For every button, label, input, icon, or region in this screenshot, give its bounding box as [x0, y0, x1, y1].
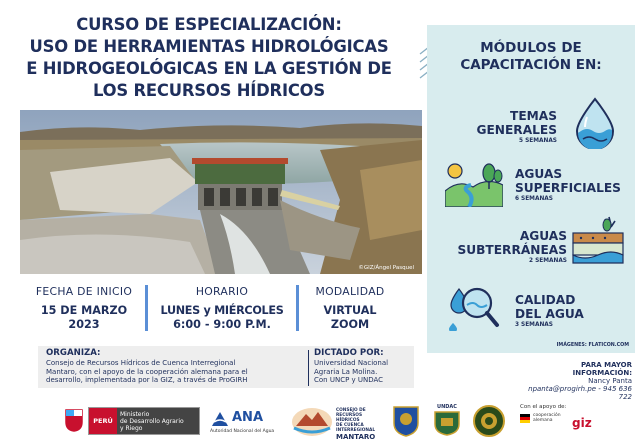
module-quality-weeks: 3 SEMANAS — [515, 322, 553, 328]
consejo-line-5: MANTARO — [336, 433, 376, 441]
river-landscape-icon — [445, 161, 503, 207]
organizer-label: ORGANIZA: — [46, 348, 101, 358]
module-general-name-1: TEMAS — [510, 109, 557, 123]
module-groundwater-weeks: 2 SEMANAS — [529, 258, 567, 264]
title-line-2: USO DE HERRAMIENTAS HIDROLÓGICAS — [29, 37, 389, 56]
contact-name: Nancy Panta — [588, 377, 632, 385]
taught-by-text — [314, 359, 412, 385]
module-general-name-2: GENERALES — [476, 123, 557, 137]
consejo-line-2: RECURSOS HÍDRICOS — [336, 413, 363, 423]
ana-logo — [210, 408, 274, 436]
water-quality-magnifier-icon — [447, 279, 501, 331]
image-credit: IMÁGENES: FLATICON.COM — [556, 343, 629, 348]
logos-row — [0, 402, 644, 444]
start-date-block — [28, 285, 140, 332]
title-line-4: LOS RECURSOS HÍDRICOS — [92, 81, 326, 100]
ministry-line-1: Ministerio — [120, 411, 150, 418]
ministry-name — [117, 408, 199, 434]
module-groundwater — [437, 229, 567, 264]
cooperation-text — [533, 413, 561, 423]
taught-by-line-1: Universidad Nacional — [314, 359, 389, 367]
contact-details[interactable]: npanta@progirh.pe - 945 636 722 — [528, 385, 632, 401]
module-quality — [515, 293, 625, 328]
taught-by-label: DICTADO POR: — [314, 348, 384, 358]
consejo-line-3: DE CUENCA — [336, 423, 364, 428]
schedule-days: LUNES y MIÉRCOLES — [160, 304, 284, 317]
contact-block — [520, 361, 632, 401]
modality-block — [300, 285, 400, 332]
taught-by-line-3: Con UNCP y UNDAC — [314, 376, 384, 385]
start-year-value: 2023 — [68, 318, 100, 331]
module-groundwater-name-2: SUBTERRÁNEAS — [457, 243, 567, 257]
modality-value: VIRTUAL — [323, 304, 377, 317]
course-title — [0, 14, 418, 102]
support-block — [520, 404, 570, 423]
schedule-time: 6:00 - 9:00 P.M. — [173, 318, 271, 331]
groundwater-icon — [571, 215, 625, 265]
peru-label: PERÚ — [89, 408, 117, 434]
ministry-logo — [88, 407, 200, 435]
module-groundwater-name-1: AGUAS — [519, 229, 567, 243]
title-line-3: E HIDROGEOLÓGICAS EN LA GESTIÓN DE — [26, 59, 392, 78]
university-shield-icon — [392, 405, 420, 437]
ana-label: ANA — [232, 410, 264, 425]
modality-label: MODALIDAD — [315, 285, 385, 298]
undac-shield-icon — [432, 410, 462, 436]
modules-title-line-1: MÓDULOS DE — [480, 40, 582, 56]
module-quality-name-2: DEL AGUA — [515, 307, 584, 321]
modality-platform: ZOOM — [330, 318, 370, 331]
undac-logo — [432, 404, 462, 438]
consejo-emblem-icon — [290, 406, 334, 438]
ana-subtitle: Autoridad Nacional del Agua — [210, 429, 275, 434]
giz-logo — [572, 416, 612, 434]
undac-label: UNDAC — [437, 404, 457, 410]
water-drop-icon — [573, 97, 617, 149]
organizer-box — [38, 346, 414, 388]
photo-credit: ©GIZ/Ángel Pasquel — [358, 265, 414, 271]
modules-title — [427, 40, 635, 74]
organizer-text — [46, 359, 306, 385]
divider-2 — [296, 285, 299, 331]
modules-title-line-2: CAPACITACIÓN EN: — [460, 57, 602, 73]
organizer-divider — [308, 350, 309, 386]
schedule-label: HORARIO — [195, 285, 249, 298]
module-surface — [515, 167, 633, 202]
organizer-line-1: Consejo de Recursos Hídricos de Cuenca Interregional — [46, 359, 236, 367]
divider-1 — [145, 285, 148, 331]
contact-label: PARA MAYOR INFORMACIÓN: — [572, 361, 632, 377]
modules-panel — [427, 25, 635, 353]
title-line-1: CURSO DE ESPECIALIZACIÓN: — [76, 15, 342, 34]
ministry-line-3: y Riego — [120, 425, 143, 432]
start-date-value: 15 DE MARZO — [40, 304, 128, 317]
schedule-block — [152, 285, 292, 332]
cooperation-line-1: cooperación — [533, 413, 561, 418]
taught-by-line-2: Agraria La Molina. — [314, 367, 378, 376]
module-surface-name-1: AGUAS — [515, 167, 563, 181]
giz-label: giz — [572, 416, 592, 430]
module-surface-name-2: SUPERFICIALES — [515, 181, 621, 195]
peru-coat-of-arms-icon — [64, 408, 84, 432]
module-general-weeks: 5 SEMANAS — [519, 138, 557, 144]
module-quality-name-1: CALIDAD — [515, 293, 576, 307]
cooperation-line-2: alemana — [533, 418, 553, 423]
start-date-label: FECHA DE INICIO — [35, 285, 133, 298]
dam-photo — [20, 110, 422, 274]
consejo-line-4: INTERREGIONAL — [336, 428, 376, 433]
ministry-line-2: de Desarrollo Agrario — [120, 418, 184, 425]
consejo-text — [336, 408, 382, 441]
module-surface-weeks: 6 SEMANAS — [515, 196, 553, 202]
organizer-line-3: desarrollo, implementada por la GIZ, a través de ProGIRH — [46, 376, 248, 385]
uncp-seal-icon — [472, 405, 506, 437]
organizer-line-2: Mantaro, con el apoyo de la cooperación alemana para el — [46, 367, 248, 376]
module-general — [437, 109, 557, 144]
germany-flag-icon — [520, 414, 530, 423]
support-label: Con el apoyo de: — [520, 404, 567, 410]
ana-wave-icon — [210, 410, 230, 428]
consejo-line-1: CONSEJO DE — [336, 408, 366, 413]
